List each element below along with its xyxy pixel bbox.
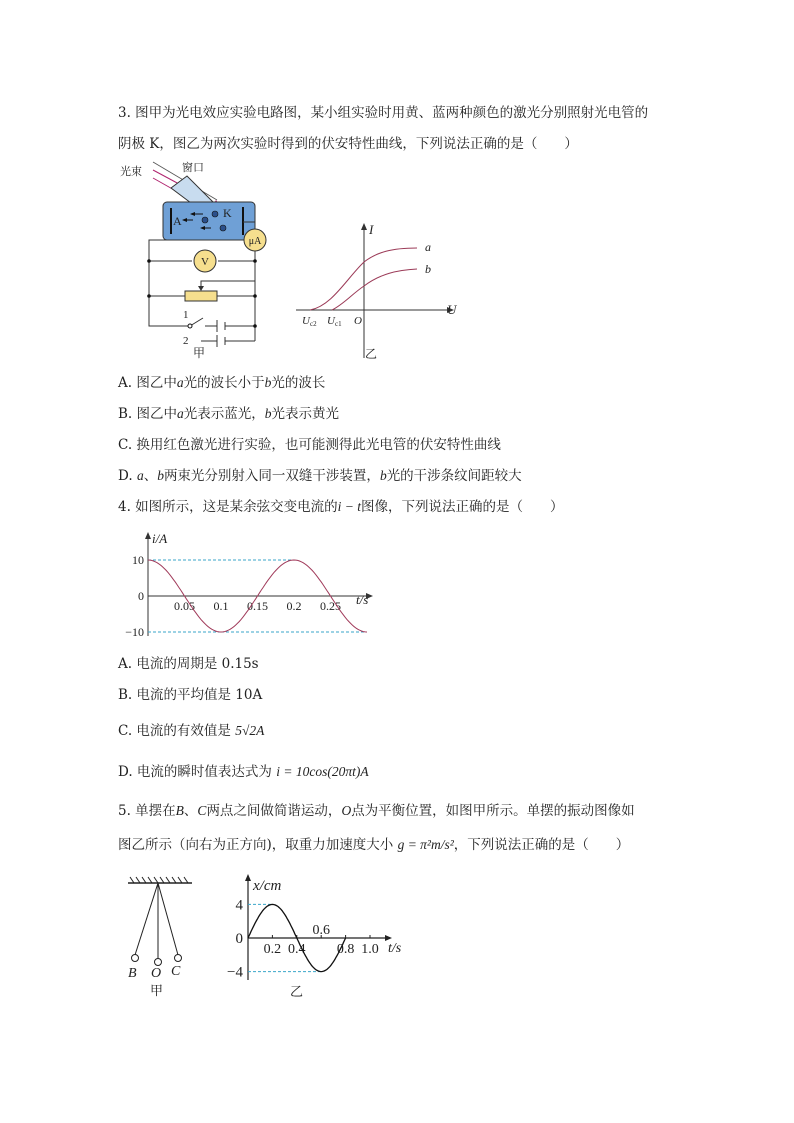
q5-xtick-label: 0.6 xyxy=(312,923,330,938)
curve-b xyxy=(332,269,417,310)
q3-option-a: A. 图乙中a光的波长小于b光的波长 xyxy=(118,375,326,391)
q3-option-d: D. a、b两束光分别射入同一双缝干涉装置，b光的干涉条纹间距较大 xyxy=(118,468,522,484)
switch-pos-1: 1 xyxy=(183,309,189,321)
q5-fig-yi-caption: 乙 xyxy=(290,984,304,999)
q4-option-d: D. 电流的瞬时值表达式为 i = 10cos(20πt)A xyxy=(118,764,369,780)
beam-label: 光束 xyxy=(120,166,142,178)
q4-xtick-label: 0.1 xyxy=(213,599,229,613)
q4-option-b: B. 电流的平均值是 10A xyxy=(118,687,263,703)
q3-line2: 阴极 K，图乙为两次实验时得到的伏安特性曲线，下列说法正确的是（ ） xyxy=(118,136,578,152)
label-b: B xyxy=(128,966,137,981)
q5-ytick-label: 4 xyxy=(235,897,243,914)
q4-option-a: A. 电流的周期是 0.15s xyxy=(118,656,259,672)
uc1-sub: c1 xyxy=(335,320,342,328)
q4-xtick-label: 0.2 xyxy=(286,599,302,613)
rheostat xyxy=(185,291,217,301)
window-label: 窗口 xyxy=(182,162,204,174)
q5-line1: 5. 单摆在B、C两点之间做简谐运动，O点为平衡位置，如图甲所示。单摆的振动图像如 xyxy=(118,803,635,819)
anode-label: A xyxy=(173,214,182,228)
fig-jia-caption: 甲 xyxy=(193,346,206,360)
q4-xtick-label: 0.25 xyxy=(320,599,341,613)
q3-iu-figure xyxy=(292,218,462,363)
q5-y-label: x/cm xyxy=(253,878,282,894)
q4-ytick-label: −10 xyxy=(125,625,144,639)
origin-label: O xyxy=(354,315,362,327)
q4-ytick-label: 0 xyxy=(138,589,144,603)
u-axis-label: U xyxy=(447,302,457,317)
bob-o xyxy=(155,959,162,966)
q5-xtick-label: 0.4 xyxy=(288,942,306,957)
q5-ytick-label: 0 xyxy=(235,931,243,947)
uc2-label: U xyxy=(302,315,310,327)
q4-y-arrow xyxy=(145,532,151,539)
curve-b-label: b xyxy=(425,262,431,276)
voltmeter-label: V xyxy=(201,256,209,268)
q5-fig-jia-caption: 甲 xyxy=(150,983,164,998)
q5-xtick-label: 0.8 xyxy=(336,942,355,957)
label-o: O xyxy=(151,966,162,981)
q5-y-arrow xyxy=(245,874,251,881)
q4-stem: 4. 如图所示，这是某余弦交变电流的i − t图像，下列说法正确的是（ ） xyxy=(118,499,564,515)
fig-yi-caption: 乙 xyxy=(365,347,378,361)
q4-ytick-label: 10 xyxy=(132,553,144,567)
q5-ytick-label: −4 xyxy=(227,964,243,981)
microammeter-label: μA xyxy=(248,236,262,247)
switch-pos-2: 2 xyxy=(183,335,189,347)
bob-b xyxy=(132,955,139,962)
q5-x-label: t/s xyxy=(388,941,402,956)
string-c xyxy=(158,883,178,955)
q4-y-label: i/A xyxy=(152,531,168,546)
label-c: C xyxy=(171,964,181,979)
uc2-sub: c2 xyxy=(310,320,317,328)
q3-line1: 3. 图甲为光电效应实验电路图，某小组实验时用黄、蓝两种颜色的激光分别照射光电管的 xyxy=(118,105,649,121)
i-axis-label: I xyxy=(369,222,374,237)
q4-xtick-label: 0.15 xyxy=(247,599,268,613)
uc1-label: U xyxy=(327,315,335,327)
curve-a-label: a xyxy=(425,240,431,254)
q3-circuit-figure xyxy=(115,158,295,358)
q5-oscillation-chart xyxy=(222,870,412,1000)
q4-x-label: t/s xyxy=(356,592,369,607)
q5-line2: 图乙所示（向右为正方向)，取重力加速度大小 g = π²m/s²，下列说法正确的是（ ） xyxy=(118,837,630,853)
q5-xtick-label: 1.0 xyxy=(361,942,379,957)
string-b xyxy=(135,883,158,955)
q3-option-b: B. 图乙中a光表示蓝光，b光表示黄光 xyxy=(118,406,340,422)
q4-option-c: C. 电流的有效值是 5√2A xyxy=(118,723,265,739)
q4-current-chart xyxy=(118,528,378,643)
q5-xtick-label: 0.2 xyxy=(263,942,282,957)
cathode-label: K xyxy=(223,206,232,220)
bob-c xyxy=(175,955,182,962)
q3-option-c: C. 换用红色激光进行实验，也可能测得此光电管的伏安特性曲线 xyxy=(118,437,501,453)
q4-xtick-label: 0.05 xyxy=(174,599,195,613)
q5-pendulum-figure xyxy=(120,875,210,1000)
circuit-wires xyxy=(149,222,255,347)
